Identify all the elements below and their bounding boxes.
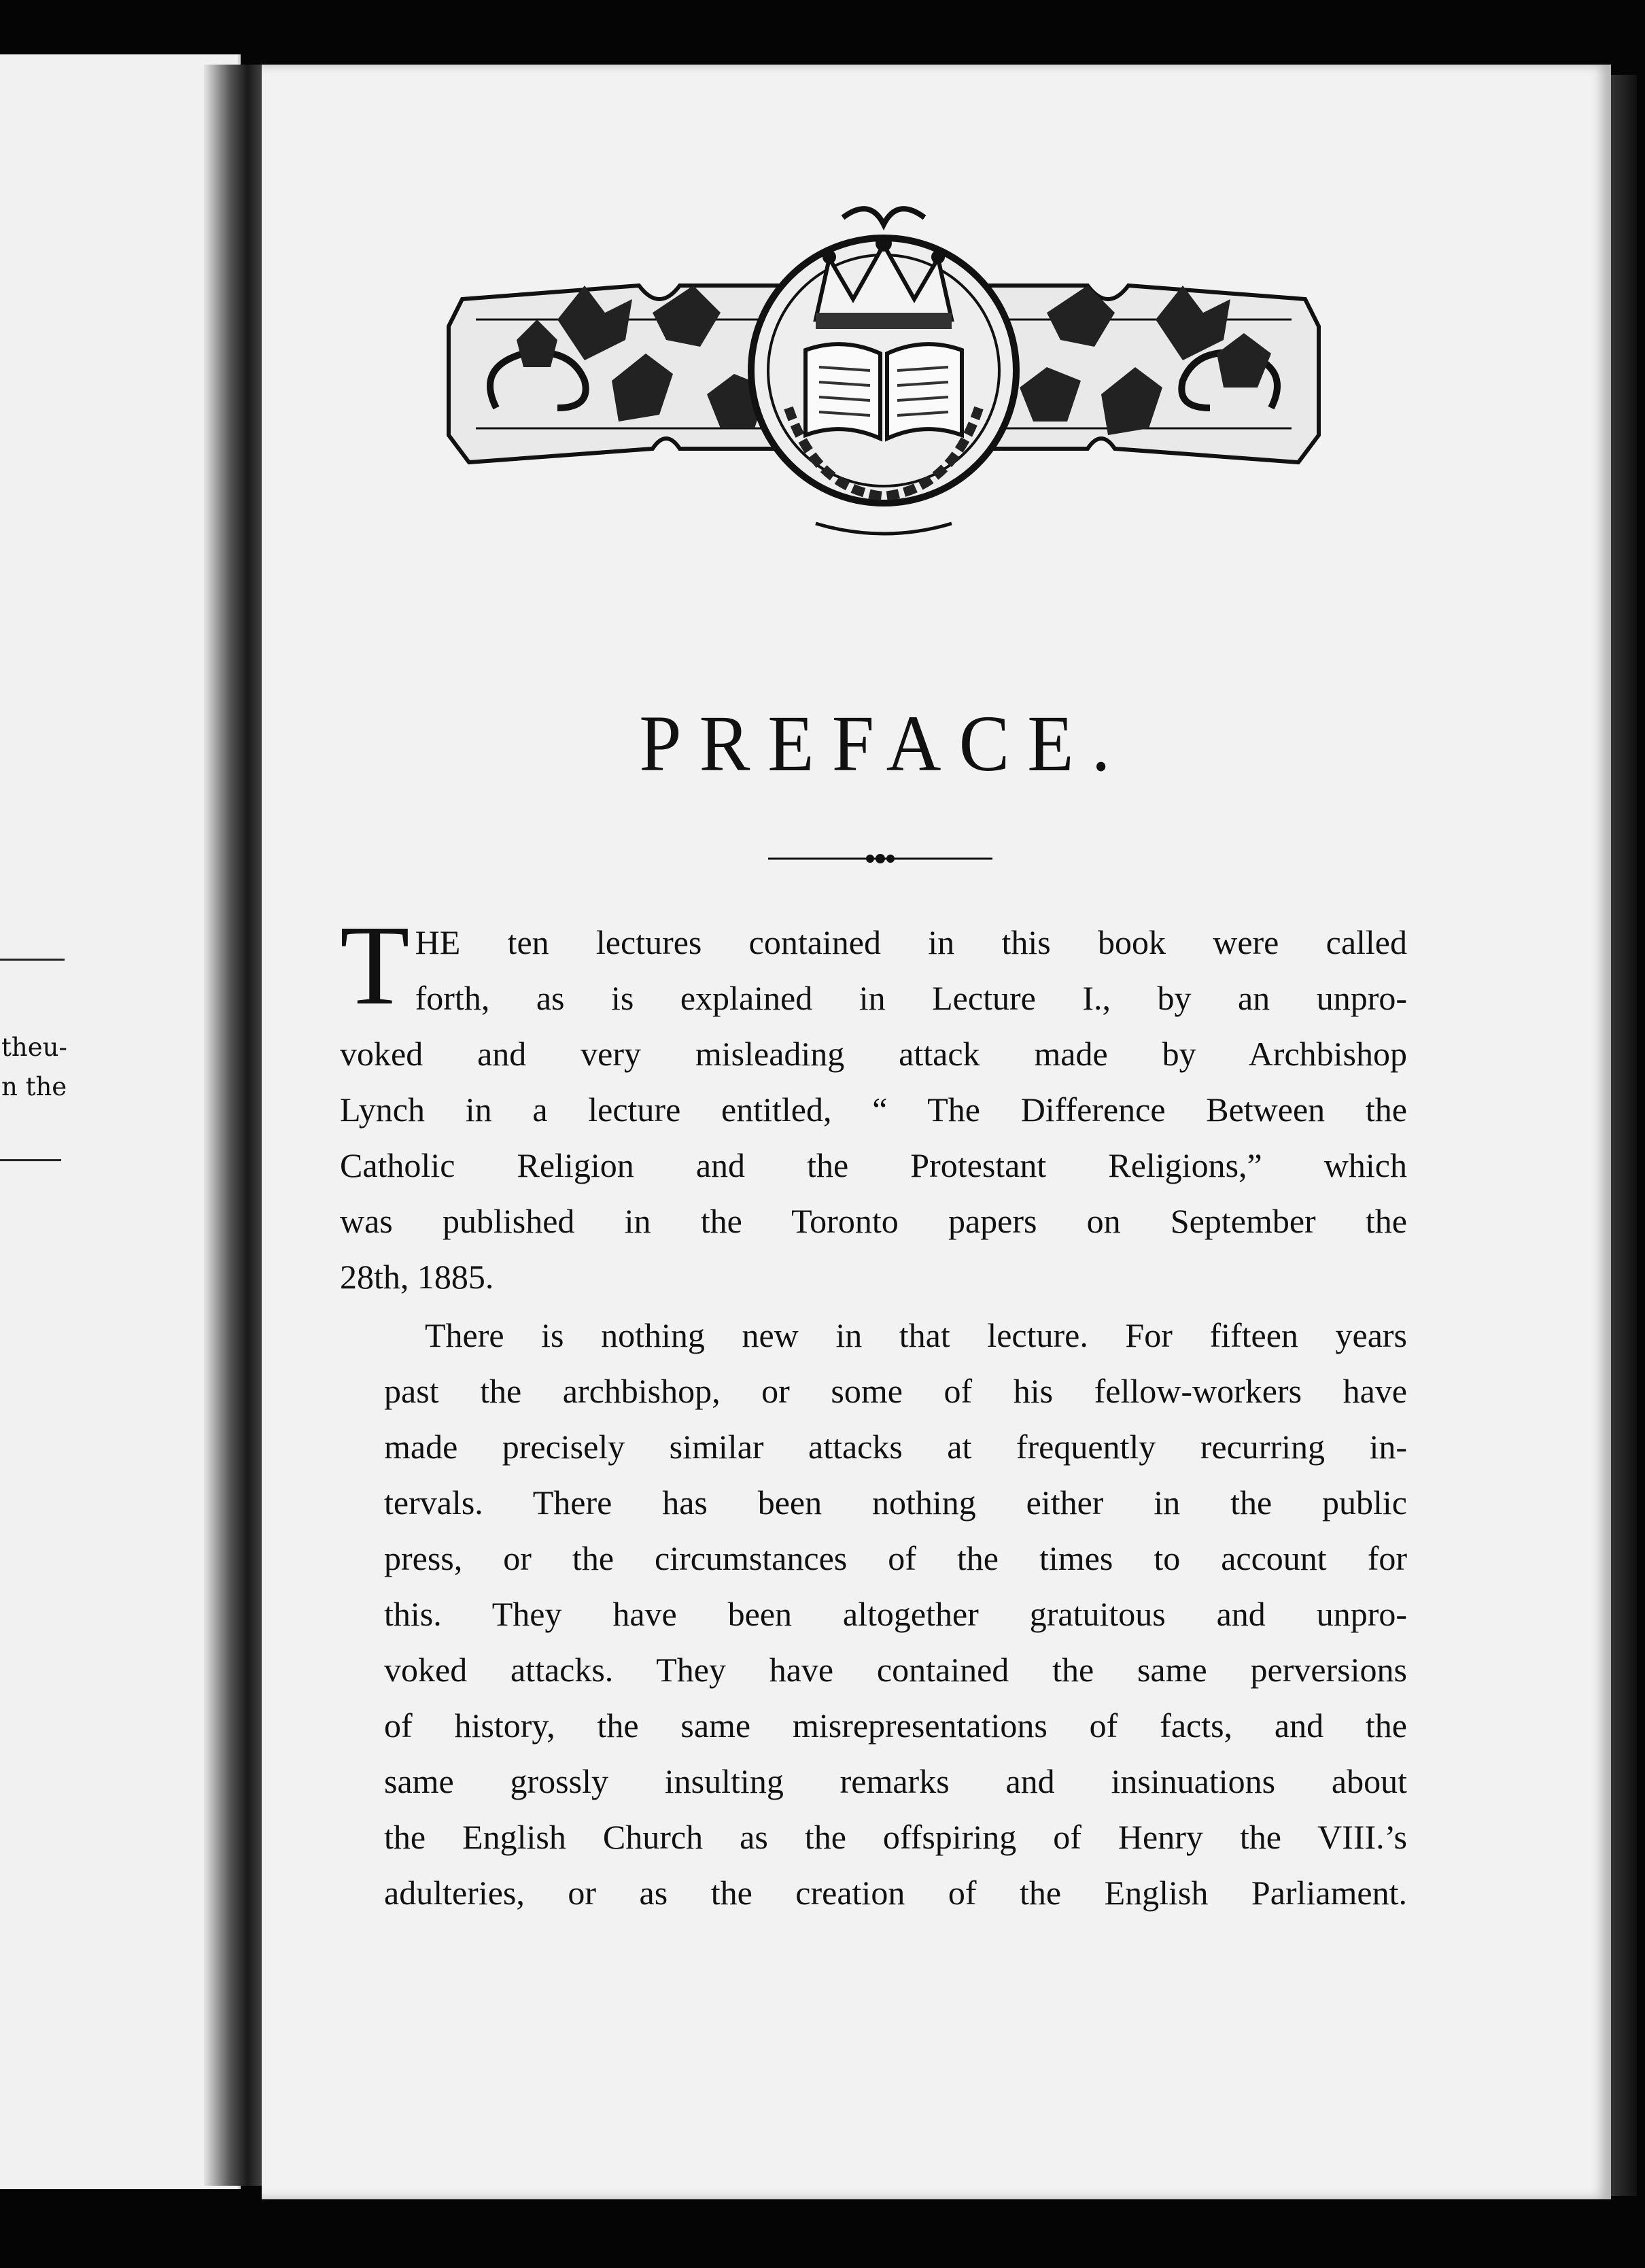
text-line: of history, the same misrepresentations of facts, and the (384, 1706, 1407, 1745)
text-line: Catholic Religion and the Protestant Religions,” which (340, 1146, 1407, 1184)
text-line: tervals. There has been nothing either in the public (384, 1483, 1407, 1522)
left-page-fragment-1: theu- (1, 1033, 67, 1062)
text-line: past the archbishop, or some of his fellow-workers have (384, 1372, 1407, 1410)
body-text (340, 902, 1407, 1921)
page-edge (1611, 75, 1637, 2196)
text-line: There is nothing new in that lecture. For fifteen years (425, 1316, 1407, 1354)
left-page-rule-top (0, 959, 65, 961)
text-line: Lynch in a lecture entitled, “ The Difference Between the (340, 1090, 1407, 1129)
text-line: forth, as is explained in Lecture I., by an unpro- (415, 979, 1407, 1017)
text-line: same grossly insulting remarks and insinuations about (384, 1762, 1407, 1800)
text-line: 28th, 1885. (340, 1258, 494, 1296)
text-line: made precisely similar attacks at frequently recurring in- (384, 1428, 1407, 1466)
ornament-headpiece (435, 204, 1332, 557)
text-line: was published in the Toronto papers on September the (340, 1202, 1407, 1240)
text-line: HE ten lectures contained in this book were called (415, 923, 1407, 961)
text-line: voked and very misleading attack made by Archbishop (340, 1035, 1407, 1073)
text-line: press, or the circumstances of the times to account for (384, 1539, 1407, 1577)
text-line: the English Church as the offspiring of Henry the VIII.’s (384, 1818, 1407, 1856)
title-ornament-rule (768, 845, 992, 872)
paragraph-1 (340, 902, 1407, 1305)
paragraph-2 (340, 1307, 1407, 1921)
text-line: this. They have been altogether gratuitous and unpro- (384, 1595, 1407, 1633)
text-line: adulteries, or as the creation of the English Parliament. (384, 1874, 1407, 1912)
left-page-fragment-2: n the (1, 1072, 67, 1101)
page-title: PREFACE. (639, 699, 1128, 789)
drop-cap: T (340, 902, 410, 1029)
left-page-rule-bottom (0, 1159, 61, 1161)
text-line: voked attacks. They have contained the same perversions (384, 1651, 1407, 1689)
